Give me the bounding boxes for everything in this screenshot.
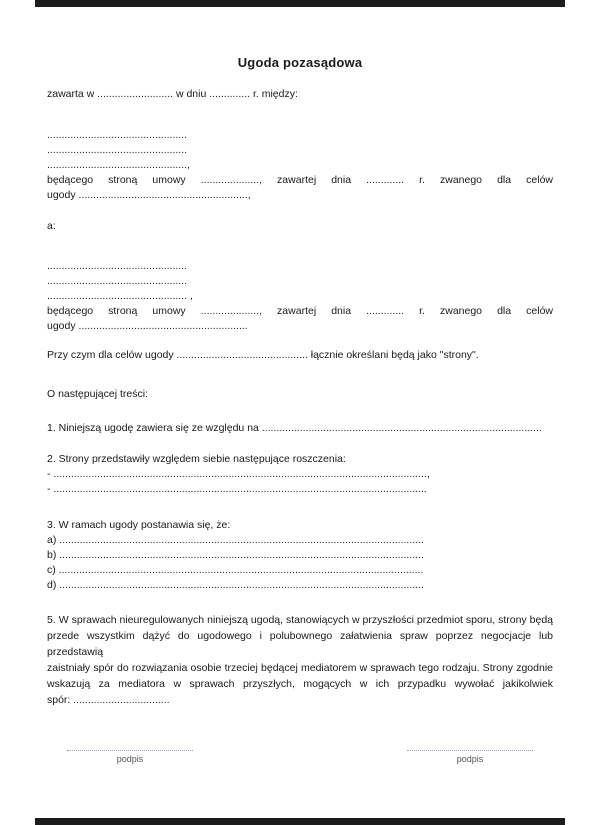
clause-5-line-last: spór: ................................. bbox=[47, 694, 170, 706]
clause-5 bbox=[47, 612, 553, 708]
party1-role-continuation: ugody .........................................................., bbox=[47, 189, 251, 201]
clause-2-item: - ................................................................................................................................ bbox=[47, 483, 427, 495]
party1-fill-line: ................................................ bbox=[47, 144, 188, 156]
clause-5-line: przede wszystkim dążyć do ugodowego i polubownego załatwienia spraw poprzez negocjacje lub przedstawią bbox=[47, 630, 553, 658]
clause-3-heading: 3. W ramach ugody postanawia się, że: bbox=[47, 519, 231, 531]
signature-label-left: podpis bbox=[116, 754, 144, 764]
clause-5-line: 5. W sprawach nieuregulowanych niniejszą ugodą, stanowiących w przyszłości przedmiot sporu, strony będą bbox=[47, 614, 553, 626]
party1-role-line: będącego stroną umowy ...................., zawartej dnia ............. r. zwanego dla celów bbox=[47, 174, 553, 186]
party2-fill-line: ................................................ bbox=[47, 275, 188, 287]
party1-fill-line: ................................................, bbox=[47, 159, 190, 171]
party2-fill-line: ................................................ bbox=[47, 260, 188, 272]
clause-3-item-c: c) ............................................................................................................................. bbox=[47, 564, 424, 576]
clause-3 bbox=[47, 518, 553, 593]
document-title: Ugoda pozasądowa bbox=[237, 55, 363, 70]
clause-5-line: wskazują za mediatora w sprawach przyszłych, mogących w ich przypadku wywołać jakikolwiek bbox=[47, 678, 553, 690]
intro-line: zawarta w .......................... w dniu .............. r. między: bbox=[47, 88, 298, 100]
clause-3-item-d: d) ............................................................................................................................. bbox=[47, 579, 424, 591]
preamble-line: O następującej treści: bbox=[47, 388, 148, 400]
clause-5-line: zaistniały spór do rozwiązania osobie trzeciej będącej mediatorem w sprawach tego rodzaju. Strony zgodnie bbox=[47, 662, 553, 674]
bottom-edge-bar bbox=[35, 818, 565, 825]
signature-line-left bbox=[67, 750, 193, 751]
clause-3-item-a: a) ............................................................................................................................. bbox=[47, 534, 424, 546]
party2-block bbox=[47, 259, 553, 334]
signature-right bbox=[407, 750, 533, 765]
party1-fill-line: ................................................ bbox=[47, 129, 188, 141]
party2-role-line: będącego stroną umowy ...................., zawartej dnia ............. r. zwanego dla celów bbox=[47, 305, 553, 317]
party2-fill-line: ................................................ , bbox=[47, 290, 193, 302]
collective-naming-line: Przy czym dla celów ugody ............................................. łącznie określani będą jako "strony". bbox=[47, 349, 479, 361]
signature-label-right: podpis bbox=[456, 754, 484, 764]
signature-area bbox=[47, 750, 553, 765]
clause-2-heading: 2. Strony przedstawiły względem siebie następujące roszczenia: bbox=[47, 453, 346, 465]
parties-connector: a: bbox=[47, 220, 56, 232]
signature-left bbox=[67, 750, 193, 765]
party2-role-continuation: ugody .......................................................... bbox=[47, 320, 248, 332]
clause-2 bbox=[47, 452, 553, 497]
signature-line-right bbox=[407, 750, 533, 751]
clause-3-item-b: b) ............................................................................................................................. bbox=[47, 549, 424, 561]
clause-1: 1. Niniejszą ugodę zawiera się ze względu na ................................................................................................ bbox=[47, 422, 542, 434]
clause-2-item: - ................................................................................................................................, bbox=[47, 468, 430, 480]
party1-block bbox=[47, 128, 553, 203]
